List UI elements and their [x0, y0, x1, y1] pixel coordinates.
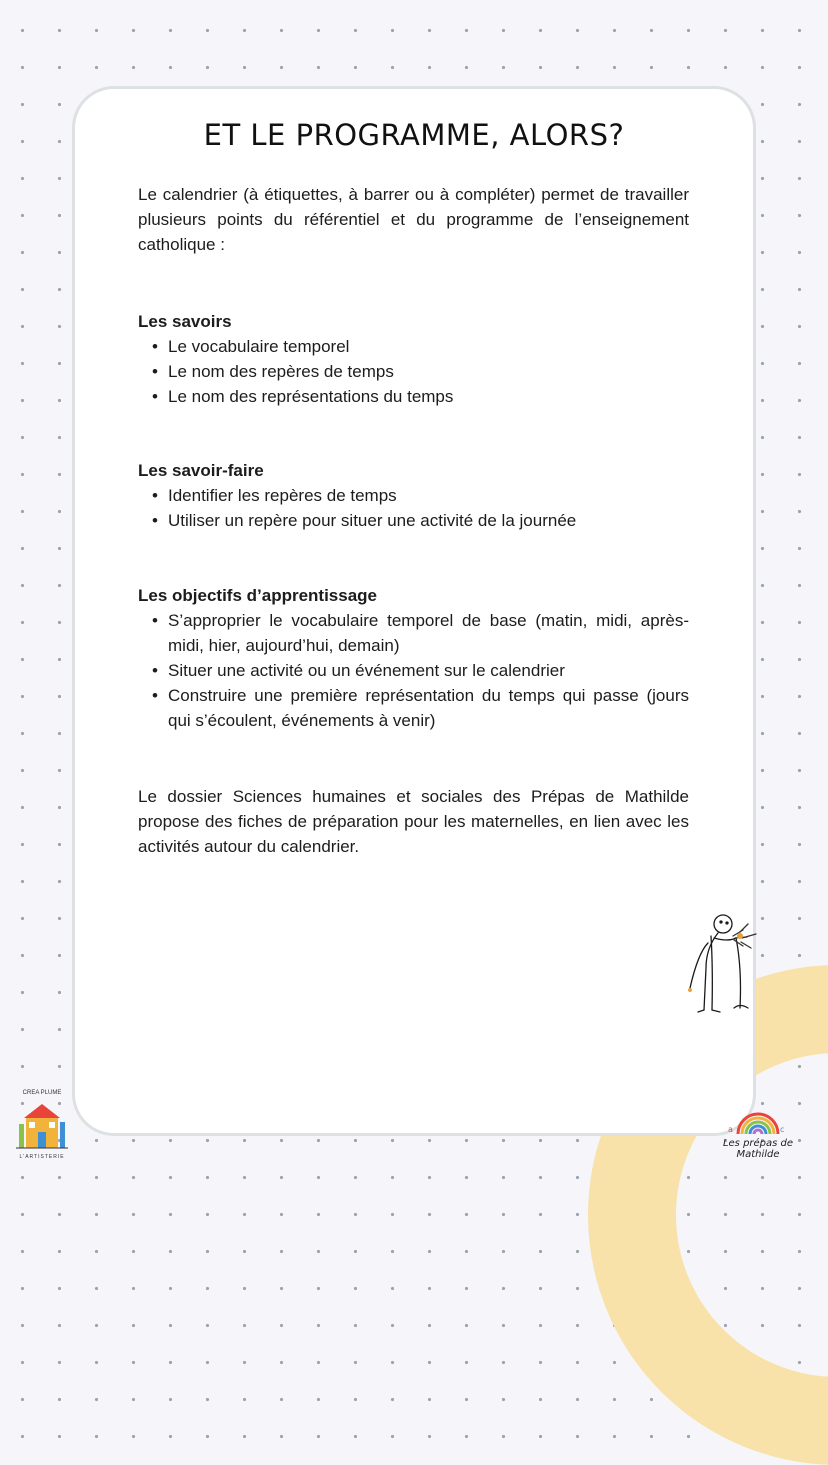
logo-text: Les prépas de Mathilde — [722, 1138, 794, 1160]
logo-bottom-text: L'ARTISTERIE — [19, 1154, 65, 1160]
list-item — [152, 334, 689, 359]
logo-top-text: CREA PLUME — [22, 1090, 62, 1096]
section-objectifs — [138, 583, 689, 733]
list-item-text: S’approprier le vocabulaire temporel de base (matin, midi, après-midi, hier, aujourd’hui, demain) — [168, 611, 689, 655]
outro-paragraph: Le dossier Sciences humaines et sociales des Prépas de Mathilde propose des fiches de préparation pour les maternelles, en lien avec les activités autour du calendrier. — [138, 787, 689, 856]
bullet-dot-icon: • — [152, 511, 158, 530]
svg-text:c: c — [780, 1125, 785, 1134]
list-item — [152, 359, 689, 384]
section-heading: Les savoir-faire — [138, 461, 264, 480]
list-item-text: Le nom des représentations du temps — [168, 387, 454, 406]
section-savoir-faire — [138, 458, 689, 533]
list-item — [152, 508, 689, 533]
list-item — [152, 608, 689, 658]
section-savoirs — [138, 309, 689, 409]
list-item-text: Construire une première représentation du temps qui passe (jours qui s’écoulent, événements à venir) — [168, 686, 689, 730]
bullet-dot-icon: • — [152, 337, 158, 356]
prepas-de-mathilde-logo — [708, 1100, 808, 1160]
bullet-dot-icon: • — [152, 362, 158, 381]
section-heading: Les savoirs — [138, 312, 232, 331]
list-item-text: Identifier les repères de temps — [168, 486, 397, 505]
crea-plume-logo — [14, 1090, 70, 1162]
section-heading: Les objectifs d’apprentissage — [138, 586, 378, 605]
bullet-dot-icon: • — [152, 661, 158, 680]
bullet-dot-icon: • — [152, 387, 158, 406]
bullet-list — [138, 483, 689, 533]
list-item — [152, 384, 689, 409]
list-item-text: Le vocabulaire temporel — [168, 337, 350, 356]
bullet-list — [138, 334, 689, 409]
list-item — [152, 683, 689, 733]
list-item — [152, 483, 689, 508]
list-item — [152, 658, 689, 683]
intro-paragraph: Le calendrier (à étiquettes, à barrer ou à compléter) permet de travailler plusieurs points du référentiel et du programme de l’enseignement catholique : — [138, 185, 689, 254]
bullet-dot-icon: • — [152, 611, 158, 630]
bullet-list — [138, 608, 689, 733]
page-title: ET LE PROGRAMME, ALORS? — [203, 118, 625, 152]
bullet-dot-icon: • — [152, 486, 158, 505]
pencil-house-logo — [14, 1096, 70, 1156]
list-item-text: Utiliser un repère pour situer une activité de la journée — [168, 511, 577, 530]
stick-figure-with-flower-illustration — [678, 908, 778, 1028]
list-item-text: Situer une activité ou un événement sur le calendrier — [168, 661, 565, 680]
list-item-text: Le nom des repères de temps — [168, 362, 394, 381]
rainbow-logo — [708, 1100, 808, 1136]
svg-text:a: a — [728, 1125, 733, 1134]
bullet-dot-icon: • — [152, 686, 158, 705]
